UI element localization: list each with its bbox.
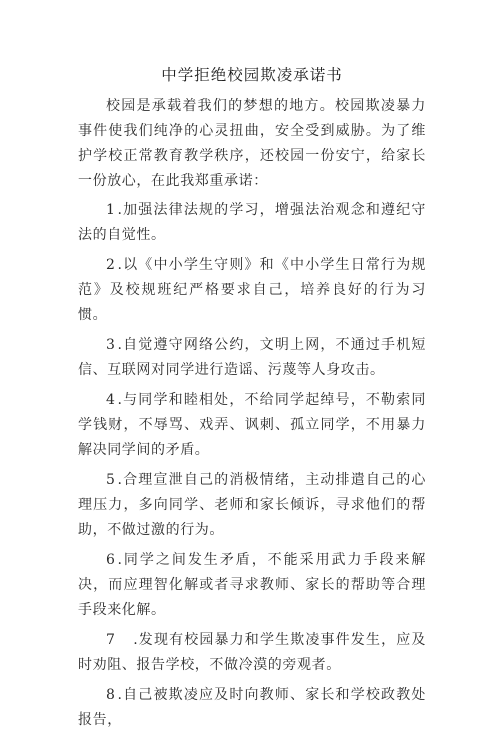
pledge-text: .自觉遵守网络公约，文明上网，不通过手机短信、互联网对同学进行造谣、污蔑等人身攻击。 bbox=[78, 337, 426, 378]
intro-paragraph: 校园是承载着我们的梦想的地方。校园欺凌暴力事件使我们纯净的心灵扭曲，安全受到威胁。为了维护学校正常教育教学秩序，还校园一份安宁，给家长一份放心，在此我郑重承诺： bbox=[78, 98, 426, 189]
pledge-item-5 bbox=[78, 468, 426, 543]
pledge-number: 2 bbox=[106, 257, 116, 273]
pledge-number: 5 bbox=[106, 472, 116, 488]
pledge-text: .发现有校园暴力和学生欺凌事件发生，应及时劝阻、报告学校，不做冷漠的旁观者。 bbox=[78, 632, 426, 673]
pledge-number: 1 bbox=[106, 202, 116, 218]
pledge-item-2 bbox=[78, 253, 426, 328]
pledge-item-1 bbox=[78, 198, 426, 248]
pledge-text: .与同学和睦相处，不给同学起绰号，不勒索同学钱财，不辱骂、戏弄、讽刺、孤立同学，不用暴力解决同学间的矛盾。 bbox=[78, 392, 426, 458]
pledge-text: .自己被欺凌应及时向教师、家长和学校政教处报告， bbox=[78, 687, 426, 728]
pledge-number: 3 bbox=[106, 337, 116, 353]
pledge-number: 7 bbox=[106, 632, 116, 648]
document-title: 中学拒绝校园欺凌承诺书 bbox=[161, 66, 343, 84]
pledge-item-4 bbox=[78, 388, 426, 463]
pledge-item-8 bbox=[78, 683, 426, 733]
pledge-text: .同学之间发生矛盾，不能采用武力手段来解决，而应理智化解或者寻求教师、家长的帮助等合理手段来化解。 bbox=[78, 552, 426, 618]
pledge-number: 4 bbox=[106, 392, 116, 408]
pledge-text: .合理宣泄自己的消极情绪，主动排遣自己的心理压力，多向同学、老师和家长倾诉，寻求他们的帮助，不做过激的行为。 bbox=[78, 472, 426, 538]
pledge-item-6 bbox=[78, 548, 426, 623]
pledge-text: .加强法律法规的学习，增强法治观念和遵纪守法的自觉性。 bbox=[78, 202, 426, 243]
pledge-text: .以《中小学生守则》和《中小学生日常行为规范》及校规班纪严格要求自己，培养良好的行为习惯。 bbox=[78, 257, 426, 323]
pledge-number: 8 bbox=[106, 687, 116, 703]
pledge-item-7 bbox=[78, 628, 426, 678]
pledge-number: 6 bbox=[106, 552, 116, 568]
pledge-item-3 bbox=[78, 333, 426, 383]
